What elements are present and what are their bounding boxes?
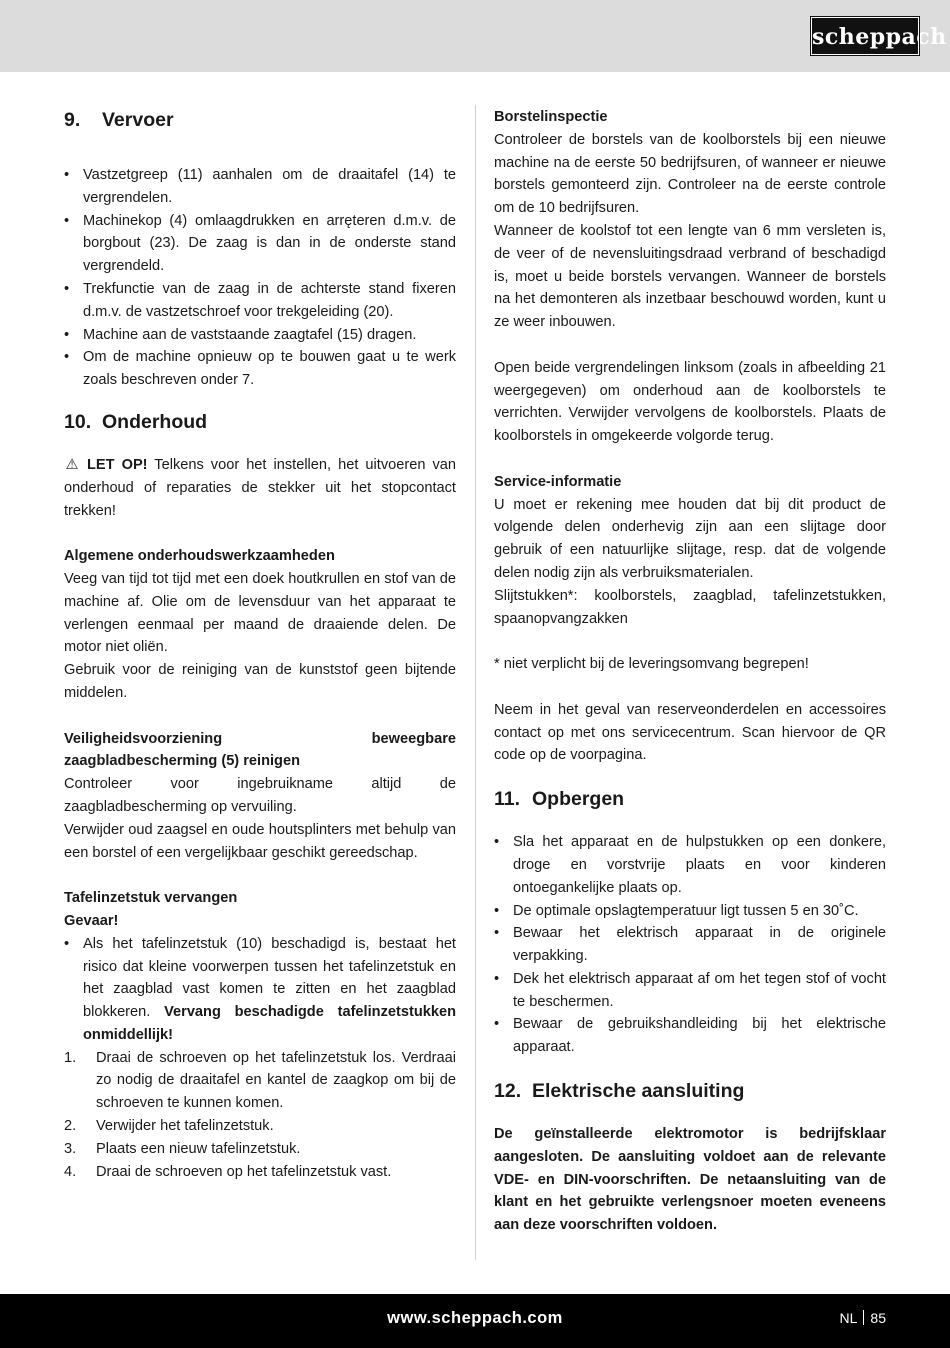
subheading-table-insert: Tafelinzetstuk vervangen xyxy=(64,890,238,907)
warning-text: Telkens voor het instellen, het uitvoeren van onderhoud of reparaties de stekker uit het stopcontact trekken! xyxy=(64,456,456,519)
warning-paragraph xyxy=(64,454,456,522)
section-9-heading xyxy=(64,106,456,134)
paragraph: Wanneer de koolstof tot een lengte van 6 mm versleten is, de veer of de nevensluitingsdraad verbrand of beschadigd is, moet u beide borstels vervangen. Wanneer de borstels na het demonteren als inzetbaar beschouwd worden, kunt u ze weer inbouwen. xyxy=(494,222,886,331)
step-item xyxy=(64,1161,456,1184)
step-number: 1. xyxy=(64,1049,77,1066)
subheading-general-maintenance: Algemene onderhoudswerkzaamheden xyxy=(64,548,335,565)
step-text: Plaats een nieuw tafelinzetstuk. xyxy=(96,1140,301,1157)
subheading-brush-inspection: Borstelinspectie xyxy=(494,109,608,125)
paragraph: Open beide vergrendelingen linksom (zoals in afbeelding 21 weergegeven) om onderhoud aan de koolborstels te verrichten. Verwijder vervolgens de koolborstels. Plaats de koolborstels in omgekeerde volgorde terug. xyxy=(494,359,886,445)
electrical-connection-text: De geïnstalleerde elektromotor is bedrijfsklaar aangesloten. De aansluiting voldoet aan de relevante VDE- en DIN-voorschriften. De netaansluiting van de klant en het gebruikte verlengsnoer moeten eveneens aan deze voorschriften voldoen. xyxy=(494,1126,886,1234)
danger-label: Gevaar! xyxy=(64,912,119,929)
subheading-service-info: Service-informatie xyxy=(494,473,622,490)
paragraph: Slijtstukken*: koolborstels, zaagblad, tafelinzetstukken, spaanopvangzakken xyxy=(494,587,886,627)
paragraph: Neem in het geval van reserveonderdelen en accessoires contact op met ons servicecentrum. Scan hiervoor de QR code op de voorpagina. xyxy=(494,701,886,764)
paragraph: Veeg van tijd tot tijd met een doek houtkrullen en stof van de machine af. Olie om de levensduur van het apparaat te verlengen eenmaal per maand de draaiende delen. De motor niet oliën. xyxy=(64,570,456,656)
bullet-bold-text: Vervang beschadigde tafelinzetstukken onmiddellijk! xyxy=(83,1004,456,1043)
paragraph: Verwijder oud zaagsel en oude houtsplinters met behulp van een borstel of een vergelijkbaar geschikt gereedschap. xyxy=(64,821,456,861)
website-link[interactable]: www.scheppach.com xyxy=(387,1309,563,1327)
step-number: 4. xyxy=(64,1163,77,1180)
footer-bar xyxy=(0,1294,950,1348)
list-item: • Machinekop (4) omlaagdrukken en arręteren d.m.v. de borgbout (23). De zaag is dan in de onderste stand vergrendeld. xyxy=(64,210,456,278)
step-item xyxy=(64,1047,456,1115)
paragraph: Gebruik voor de reiniging van de kunststof geen bijtende middelen. xyxy=(64,662,456,701)
warning-triangle-icon: ⚠ xyxy=(65,456,79,473)
brand-logo: scheppach xyxy=(811,17,919,55)
left-column xyxy=(64,106,456,1183)
list-item: • De optimale opslagtemperatuur ligt tussen 5 en 30˚C. xyxy=(494,900,886,923)
footnote: * niet verplicht bij de leveringsomvang begrepen! xyxy=(494,656,809,673)
list-item: • Machine aan de vaststaande zaagtafel (15) dragen. xyxy=(64,324,456,347)
section-title: Onderhoud xyxy=(102,410,208,433)
section-number: 11. xyxy=(494,788,521,811)
step-text: Draai de schroeven op het tafelinzetstuk los. Verdraai zo nodig de draaitafel en kantel de zaagkop om bij de schroeven te kunnen komen. xyxy=(96,1049,456,1112)
section-number: 9. xyxy=(64,109,81,131)
section-10-heading xyxy=(64,408,456,436)
step-text: Verwijder het tafelinzetstuk. xyxy=(96,1118,274,1135)
section-title: Elektrische aansluiting xyxy=(532,1080,745,1103)
section-number: 12. xyxy=(494,1080,522,1103)
list-item: • Vastzetgreep (11) aanhalen om de draaitafel (14) te vergrendelen. xyxy=(64,164,456,210)
header-bar xyxy=(0,0,950,72)
page-indicator xyxy=(840,1294,886,1342)
step-text: Draai de schroeven op het tafelinzetstuk vast. xyxy=(96,1163,392,1180)
step-item xyxy=(64,1115,456,1138)
section-12-heading xyxy=(494,1077,886,1105)
step-number: 3. xyxy=(64,1140,77,1157)
list-item: • Om de machine opnieuw op te bouwen gaat u te werk zoals beschreven onder 7. xyxy=(64,346,456,392)
list-item: • Sla het apparaat en de hulpstukken op een donkere, droge en vorstvrije plaats en voor kinderen ontoegankelijke plaats op. xyxy=(494,831,886,899)
list-item: • Trekfunctie van de zaag in de achterste stand fixeren d.m.v. de vastzetschroef voor trekgeleiding (20). xyxy=(64,278,456,324)
step-item xyxy=(64,1138,456,1161)
column-divider xyxy=(475,105,476,1260)
list-item: • Dek het elektrisch apparaat af om het tegen stof of vocht te beschermen. xyxy=(494,968,886,1014)
page-number: 85 xyxy=(870,1310,886,1326)
paragraph: Controleer voor ingebruikname altijd de zaagbladbescherming op vervuiling. xyxy=(64,776,456,815)
bullet-text: Als het tafelinzetstuk (10) beschadigd is, bestaat het risico dat kleine voorwerpen tussen het tafelinzetstuk en het zaagblad vast komen te zitten en het zaagblad blokkeren. xyxy=(83,935,456,1021)
paragraph: U moet er rekening mee houden dat bij dit product de volgende delen onderhevig zijn aan een slijtage door gebruik of een natuurlijke slijtage, resp. dat de volgende delen nodig zijn als verbruiksmaterialen. xyxy=(494,496,886,581)
section-title: Vervoer xyxy=(102,109,174,131)
list-item xyxy=(64,933,456,1047)
paragraph: Controleer de borstels van de koolborstels bij een nieuwe machine na de eerste 50 bedrijfsuren, of wanneer er nieuwe borstels gemonteerd zijn. Controleer na de eerste controle om de 10 bedrijfsuren. xyxy=(494,131,886,217)
page-separator xyxy=(863,1310,864,1325)
warning-label: LET OP! xyxy=(87,456,148,473)
section-title: Opbergen xyxy=(532,788,625,811)
section-11-heading xyxy=(494,785,886,813)
list-item: • Bewaar de gebruikshandleiding bij het elektrische apparaat. xyxy=(494,1013,886,1059)
step-number: 2. xyxy=(64,1118,77,1135)
right-column xyxy=(494,106,886,1237)
list-item: • Bewaar het elektrisch apparaat in de originele verpakking. xyxy=(494,922,886,968)
language-code: NL xyxy=(839,1310,858,1326)
section-number: 10. xyxy=(64,410,92,433)
subheading-blade-guard: Veiligheidsvoorziening beweegbare zaagbladbescherming (5) reinigen xyxy=(64,730,456,770)
